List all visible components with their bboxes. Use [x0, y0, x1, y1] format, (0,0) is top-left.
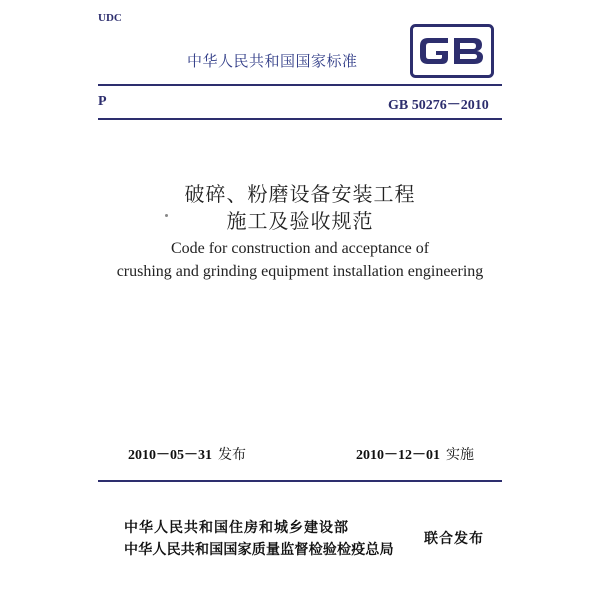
joint-issue-label: 联合发布: [424, 531, 484, 547]
issue-date: 2010－05－31: [128, 448, 212, 463]
title-en-line1: Code for construction and acceptance of: [170, 240, 430, 257]
footer-rule: [98, 480, 502, 482]
gb-logo: [410, 24, 494, 78]
title-zh-line2: 施工及验收规范: [226, 209, 374, 233]
title-en-line2: crushing and grinding equipment installation engineering: [116, 263, 484, 280]
issue-date-block: [128, 444, 246, 464]
standard-series-title: 中华人民共和国国家标准: [187, 52, 358, 70]
issuer-line1: 中华人民共和国住房和城乡建设部: [124, 520, 349, 536]
standard-number: GB 50276－2010: [388, 98, 489, 113]
header-rule-top: [98, 84, 502, 86]
issue-label: 发布: [218, 447, 246, 463]
header-rule-bottom: [98, 118, 502, 120]
effective-date: 2010－12－01: [356, 448, 440, 463]
classification-code: P: [98, 94, 107, 109]
title-zh-line1: 破碎、粉磨设备安装工程: [184, 182, 416, 206]
issuer-line2: 中华人民共和国国家质量监督检验检疫总局: [124, 542, 394, 558]
effective-label: 实施: [446, 447, 474, 463]
effective-date-block: [356, 444, 474, 464]
udc-label: UDC: [98, 12, 122, 24]
